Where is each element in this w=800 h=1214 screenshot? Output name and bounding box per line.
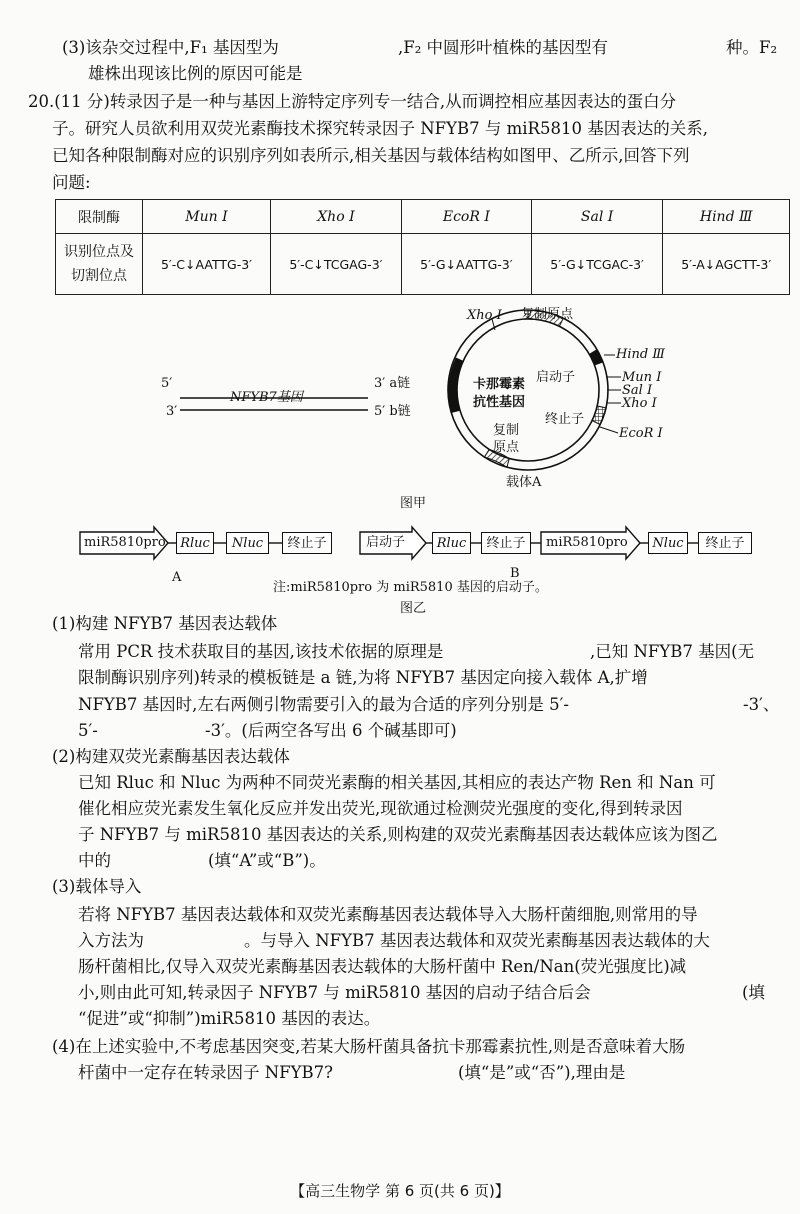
gene-3prime-bottom: 3′ xyxy=(166,404,178,419)
construct-b-rluc: Rluc xyxy=(432,532,471,554)
page-footer: 【高三生物学 第 6 页(共 6 页)】 xyxy=(290,1182,510,1200)
kanamycin-label-2: 抗性基因 xyxy=(473,395,526,410)
sub3-line1: 若将 NFYB7 基因表达载体和双荧光素酶基因表达载体导入大肠杆菌细胞,则常用的导 xyxy=(78,905,698,924)
table-header-cell: Xho Ⅰ xyxy=(270,200,401,234)
xho-right-label: Xho Ⅰ xyxy=(622,396,657,411)
construct-a-rluc: Rluc xyxy=(176,532,214,554)
construct-a-mir-promoter: miR5810pro xyxy=(84,535,166,550)
eco-label: EcoR Ⅰ xyxy=(619,426,663,441)
q20-intro-3: 已知各种限制酶对应的识别序列如表所示,相关基因与载体结构如图甲、乙所示,回答下列 xyxy=(52,146,690,165)
promoter-label: 启动子 xyxy=(536,370,576,385)
construct-b-terminator-2: 终止子 xyxy=(698,532,752,554)
sub2-line2: 催化相应荧光素发生氧化反应并发出荧光,现欲通过检测荧光强度的变化,得到转录因 xyxy=(78,799,683,818)
sub3-line4a: 小,则由此可知,转录因子 NFYB7 与 miR5810 基因的启动子结合后会 xyxy=(78,983,591,1002)
q19-3-line1-mid: ,F₂ 中圆形叶植株的基因型有 xyxy=(398,38,609,57)
construct-a-terminator: 终止子 xyxy=(282,532,332,554)
table-header-cell: Sal Ⅰ xyxy=(531,200,663,234)
sub3-line3: 肠杆菌相比,仅导入双荧光素酶基因表达载体的大肠杆菌中 Ren/Nan(荧光强度比)减 xyxy=(78,957,687,976)
figure-yi-caption: 图乙 xyxy=(400,601,427,616)
ori-bottom-label-2: 原点 xyxy=(493,440,520,455)
sub1-line3a: NFYB7 基因时,左右两侧引物需要引入的最为合适的序列分别是 5′- xyxy=(78,695,569,714)
hind-label: Hind Ⅲ xyxy=(616,347,665,362)
table-header-cell: 限制酶 xyxy=(56,200,143,234)
ori-bottom-label-1: 复制 xyxy=(493,423,520,438)
q19-3-line1-end: 种。F₂ xyxy=(726,38,778,57)
sub3-line2b: 。与导入 NFYB7 基因表达载体和双荧光素酶基因表达载体的大 xyxy=(244,931,710,950)
site-cell-xho: 5′-C↓TCGAG-3′ xyxy=(270,234,401,295)
sub3-title: (3)载体导入 xyxy=(52,877,142,896)
sub2-line4b: (填“A”或“B”)。 xyxy=(208,851,326,870)
row-label-line2: 切割位点 xyxy=(71,268,127,284)
construct-b-label: B xyxy=(510,566,520,581)
construct-a-nluc: Nluc xyxy=(226,532,269,554)
sub1-line3b: -3′、 xyxy=(743,695,780,714)
vector-a-name: 载体A xyxy=(506,475,542,490)
sub4-line2b: (填“是”或“否”),理由是 xyxy=(458,1063,626,1082)
ori-top-label: 复制原点 xyxy=(521,307,574,322)
sub1-line4a: 5′- xyxy=(78,721,98,740)
sub4-line1: (4)在上述实验中,不考虑基因突变,若某大肠杆菌具备抗卡那霉素抗性,则是否意味着大肠 xyxy=(52,1037,686,1056)
table-header-cell: Mun Ⅰ xyxy=(143,200,271,234)
gene-name: NFYB7基因 xyxy=(230,390,303,405)
sub1-line2: 限制酶识别序列)转录的模板链是 a 链,为将 NFYB7 基因定向接入载体 A,扩增 xyxy=(78,668,648,687)
sub4-line2a: 杆菌中一定存在转录因子 NFYB7? xyxy=(78,1063,333,1082)
q20-intro-1: 20.(11 分)转录因子是一种与基因上游特定序列专一结合,从而调控相应基因表达的蛋白分 xyxy=(28,92,677,111)
site-cell-hind: 5′-A↓AGCTT-3′ xyxy=(663,234,790,295)
sub3-line5: “促进”或“抑制”)miR5810 基因的表达。 xyxy=(78,1009,381,1028)
gene-3prime-top: 3′ a链 xyxy=(374,376,411,391)
construct-b-nluc: Nluc xyxy=(648,532,688,554)
table-header-cell: EcoR Ⅰ xyxy=(401,200,531,234)
table-header-cell: Hind Ⅲ xyxy=(663,200,790,234)
sub1-title: (1)构建 NFYB7 基因表达载体 xyxy=(52,614,278,633)
gene-5prime-bottom: 5′ b链 xyxy=(374,404,411,419)
gene-5prime-top: 5′ xyxy=(161,376,173,391)
sub2-line1: 已知 Rluc 和 Nluc 为两种不同荧光素酶的相关基因,其相应的表达产物 Ren 和 Nan 可 xyxy=(78,773,716,792)
construct-b-promoter: 启动子 xyxy=(366,535,406,550)
sal-label: Sal Ⅰ xyxy=(622,383,653,398)
q19-3-line2: 雄株出现该比例的原因可能是 xyxy=(88,64,303,83)
sub1-line4b: -3′。(后两空各写出 6 个碱基即可) xyxy=(205,721,457,740)
mun-label: Mun Ⅰ xyxy=(622,370,662,385)
sub2-title: (2)构建双荧光素酶基因表达载体 xyxy=(52,747,290,766)
q20-intro-2: 子。研究人员欲利用双荧光素酶技术探究转录因子 NFYB7 与 miR5810 基因表达的关系, xyxy=(52,119,708,138)
q19-3-line1: (3)该杂交过程中,F₁ 基因型为 xyxy=(62,38,279,57)
site-cell-mun: 5′-C↓AATTG-3′ xyxy=(143,234,271,295)
sub2-line3: 子 NFYB7 与 miR5810 基因表达的关系,则构建的双荧光素酶基因表达载体应该为图乙 xyxy=(78,825,718,844)
terminator-label: 终止子 xyxy=(545,412,585,427)
construct-b-mir-promoter: miR5810pro xyxy=(546,535,628,550)
xho-top-label: Xho Ⅰ xyxy=(467,308,502,323)
figure-jia-caption: 图甲 xyxy=(400,496,427,511)
construct-a-label: A xyxy=(172,570,182,585)
figure-yi-note: 注:miR5810pro 为 miR5810 基因的启动子。 xyxy=(273,580,548,595)
sub3-line4b: (填 xyxy=(742,983,765,1002)
sub3-line2a: 入方法为 xyxy=(78,931,144,950)
site-cell-sal: 5′-G↓TCGAC-3′ xyxy=(531,234,663,295)
construct-b-terminator-1: 终止子 xyxy=(481,532,531,554)
q20-intro-4: 问题: xyxy=(52,173,91,192)
kanamycin-label-1: 卡那霉素 xyxy=(473,377,526,392)
site-cell-eco: 5′-G↓AATTG-3′ xyxy=(401,234,531,295)
row-label-line1: 识别位点及 xyxy=(64,244,134,260)
sub2-line4a: 中的 xyxy=(78,851,111,870)
sub1-line1a: 常用 PCR 技术获取目的基因,该技术依据的原理是 xyxy=(78,642,444,661)
sub1-line1b: ,已知 NFYB7 基因(无 xyxy=(590,642,755,661)
